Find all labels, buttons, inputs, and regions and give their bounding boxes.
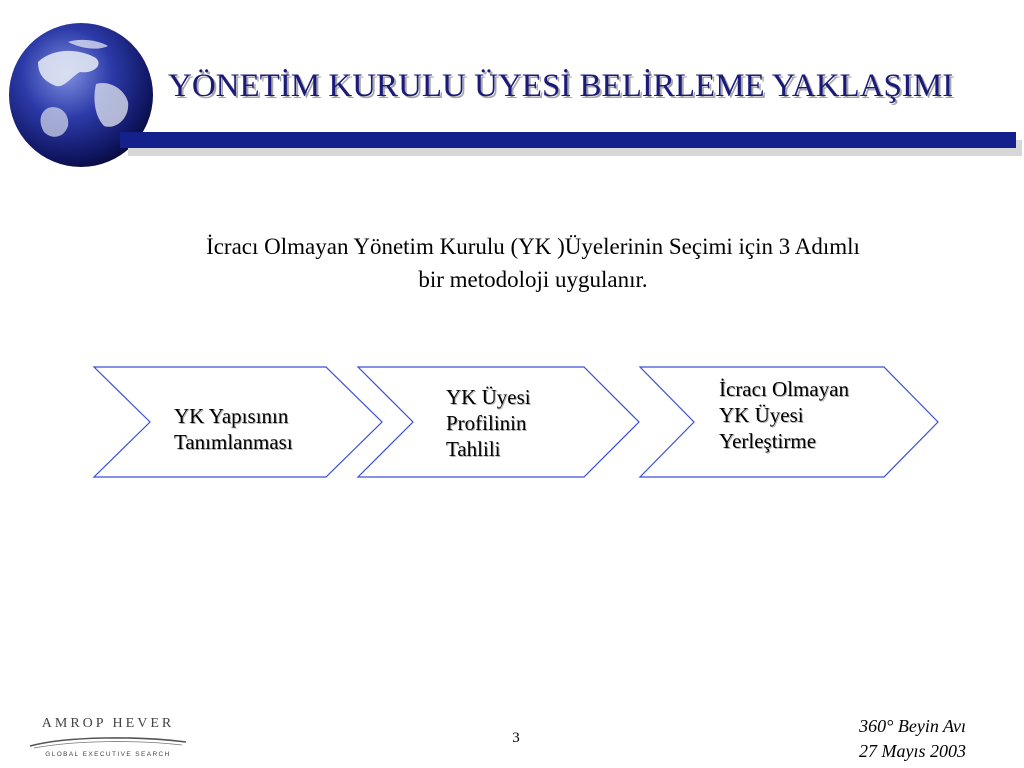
step-2-label — [446, 384, 531, 462]
footer-info-line-1: 360° Beyin Avı — [859, 716, 966, 736]
logo-name: AMROP HEVER — [41, 716, 175, 731]
page-number: 3 — [512, 730, 520, 746]
step-3-label — [719, 376, 849, 454]
step-3-line-3: Yerleştirme — [719, 429, 817, 453]
logo-tagline: GLOBAL EXECUTIVE SEARCH — [45, 751, 171, 758]
step-1-label — [174, 403, 293, 455]
step-2-line-2: Profilinin — [446, 411, 527, 435]
step-3-line-2: YK Üyesi — [719, 403, 804, 427]
logo-swoosh-icon — [28, 734, 188, 750]
slide-title: YÖNETİM KURULU ÜYESİ BELİRLEME YAKLAŞIMI — [168, 68, 954, 104]
step-2-line-1: YK Üyesi — [446, 385, 531, 409]
footer-info-line-2: 27 Mayıs 2003 — [859, 741, 966, 761]
step-1-line-2: Tanımlanması — [174, 430, 293, 454]
step-3-line-1: İcracı Olmayan — [719, 377, 850, 401]
intro-line-1: İcracı Olmayan Yönetim Kurulu (YK )Üyelerinin Seçimi için 3 Adımlı — [206, 234, 860, 259]
step-2-line-3: Tahlili — [446, 437, 501, 461]
step-1-line-1: YK Yapısının — [174, 404, 289, 428]
intro-line-2: bir metodoloji uygulanır. — [418, 267, 648, 292]
footer-info — [859, 714, 966, 764]
amrop-hever-logo — [28, 716, 188, 762]
